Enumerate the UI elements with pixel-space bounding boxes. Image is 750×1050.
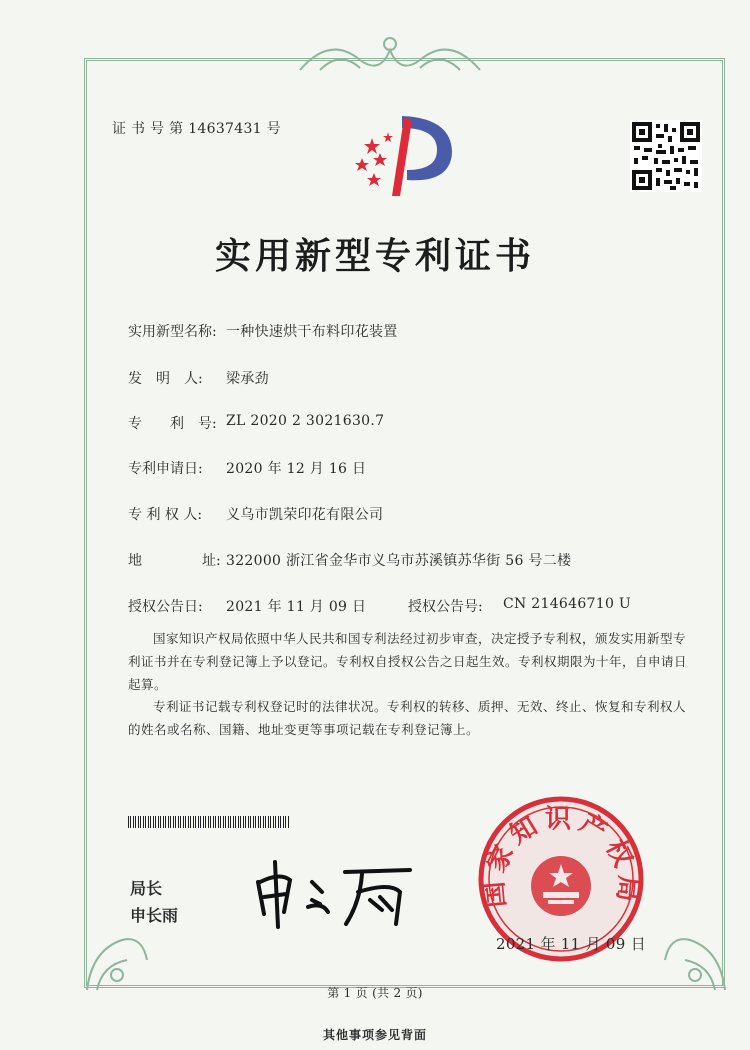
barcode	[128, 816, 290, 828]
handwritten-signature	[250, 852, 420, 932]
name-label: 实用新型名称:	[128, 324, 217, 340]
qr-code	[630, 120, 702, 192]
seal-date: 2021 年 11 月 09 日	[496, 935, 646, 953]
certificate-number-label: 证 书 号 第	[112, 121, 184, 137]
page-info: 第 1 页 (共 2 页)	[327, 986, 423, 1000]
certificate-title: 实用新型专利证书	[214, 235, 535, 277]
patent-number-value: ZL 2020 2 3021630.7	[226, 413, 385, 429]
signatory-name: 申长雨	[130, 906, 179, 925]
grant-number-label: 授权公告号:	[408, 599, 483, 615]
address-value: 322000 浙江省金华市义乌市苏溪镇苏华街 56 号二楼	[226, 553, 572, 569]
paragraph-grant-statement: 国家知识产权局依照中华人民共和国专利法经过初步审查，决定授予专利权，颁发实用新型专利证书并在专利登记簿上予以登记。专利权自授权公告之日起生效。专利权期限为十年，自申请日起算。	[128, 631, 688, 692]
certificate-number	[112, 118, 281, 138]
grant-number-value: CN 214646710 U	[503, 596, 632, 612]
certificate-number-suffix: 号	[266, 121, 281, 137]
filing-date-label: 专利申请日:	[128, 461, 203, 477]
footer-note: 其他事项参见背面	[322, 1028, 427, 1042]
signatory-title: 局长	[130, 879, 163, 898]
inventor-value: 梁承劲	[226, 371, 269, 387]
inventor-label: 发 明 人:	[128, 371, 203, 387]
top-ornament	[290, 30, 490, 80]
svg-text:国家知识产权局: 国家知识产权局	[478, 804, 644, 909]
name-value: 一种快速烘干布料印花装置	[226, 324, 398, 340]
paragraph-legal-status: 专利证书记载专利权登记时的法律状况。专利权的转移、质押、无效、终止、恢复和专利权人的姓名或名称、国籍、地址变更等事项记载在专利登记簿上。	[128, 699, 687, 737]
certificate-number-value: 14637431	[188, 121, 262, 137]
cnipa-logo	[352, 108, 462, 198]
address-label-start: 地	[128, 553, 142, 569]
filing-date-value: 2020 年 12 月 16 日	[226, 461, 367, 477]
patent-number-label: 专 利 号:	[128, 416, 217, 432]
grant-date-value: 2021 年 11 月 09 日	[226, 599, 367, 615]
owner-label: 专 利 权 人:	[128, 507, 203, 523]
address-label-end: 址:	[202, 553, 221, 569]
owner-value: 义乌市凯荣印花有限公司	[226, 507, 384, 523]
grant-date-label: 授权公告日:	[128, 599, 203, 615]
